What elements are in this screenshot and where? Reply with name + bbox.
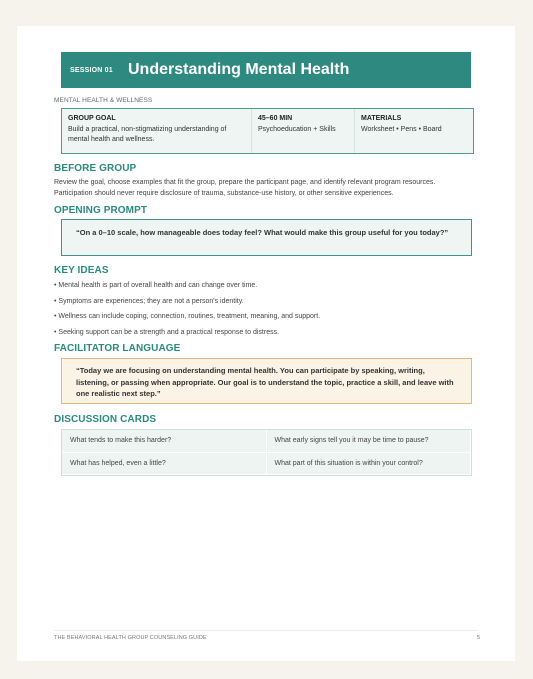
before-group-text: Review the goal, choose examples that fit the group, prepare the participant page, and identify relevant program resources. Participation should never require disclosure of trauma, substance-use history, or other sensitive experiences. [54,179,436,197]
discussion-card: What tends to make this harder? [62,430,267,453]
duration-label: 45–60 MIN [258,115,293,122]
opening-prompt-box: “On a 0–10 scale, how manageable does today feel? What would make this group useful for you today?” [61,219,472,256]
key-ideas-heading: KEY IDEAS [54,265,109,276]
facilitator-language-box: “Today we are focusing on understanding mental health. You can participate by speaking, writing, listening, or passing when appropriate. Our goal is to understand the topic, practice a skill, and leave with one realistic next step.” [61,358,472,404]
group-goal-cell [62,109,252,153]
page-title: Understanding Mental Health [128,61,350,78]
group-goal-label: GROUP GOAL [68,115,116,122]
group-goal-text: Build a practical, non-stigmatizing understanding of mental health and wellness. [68,125,227,143]
discussion-card: What part of this situation is within your control? [267,453,472,476]
footer-divider [54,630,478,631]
footer-guide-title: THE BEHAVIORAL HEALTH GROUP COUNSELING GUIDE [54,635,207,641]
session-summary-box [61,108,474,154]
discussion-cards-heading: DISCUSSION CARDS [54,414,157,425]
discussion-card: What early signs tell you it may be time to pause? [267,430,472,453]
page [17,26,515,661]
list-item: • Symptoms are experiences; they are not a person's identity. [54,297,244,305]
page-number: 5 [477,635,481,641]
session-banner [61,52,471,88]
before-group-heading: BEFORE GROUP [54,163,137,174]
materials-text: Worksheet • Pens • Board [361,125,442,133]
list-item: • Wellness can include coping, connection, routines, treatment, meaning, and support. [54,313,321,320]
duration-text: Psychoeducation + Skills [258,125,336,133]
list-item: • Mental health is part of overall health and can change over time. [54,282,258,289]
opening-prompt-heading: OPENING PROMPT [54,205,148,216]
facilitator-language-heading: FACILITATOR LANGUAGE [54,343,181,354]
materials-label: MATERIALS [361,115,402,122]
discussion-card: What has helped, even a little? [62,453,267,476]
duration-cell [252,109,355,153]
key-ideas-list [54,281,474,343]
list-item: • Seeking support can be a strength and a practical response to distress. [54,328,280,336]
materials-cell [355,109,473,153]
discussion-cards-grid [61,429,472,476]
session-number: SESSION 01 [70,66,113,74]
category-label: MENTAL HEALTH & WELLNESS [54,97,153,104]
